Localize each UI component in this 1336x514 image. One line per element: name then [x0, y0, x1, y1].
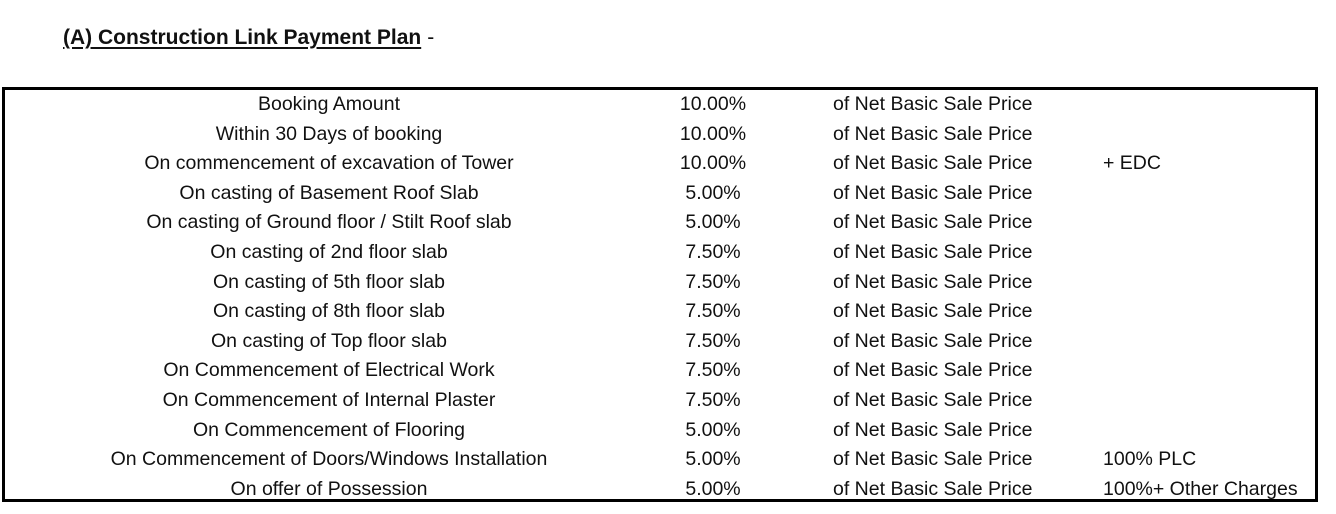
- basis-cell: of Net Basic Sale Price: [833, 418, 1033, 441]
- table-row: [5, 475, 1315, 505]
- stage-cell: On Commencement of Doors/Windows Installation: [110, 448, 548, 471]
- percent-cell: 10.00%: [679, 122, 747, 145]
- basis-cell: of Net Basic Sale Price: [833, 300, 1033, 323]
- stage-cell: Within 30 Days of booking: [215, 122, 443, 145]
- stage-cell: On casting of 8th floor slab: [213, 300, 445, 323]
- extra-charge-cell: 100% PLC: [1103, 448, 1197, 471]
- basis-cell: of Net Basic Sale Price: [833, 359, 1033, 382]
- heading-dash: -: [427, 26, 435, 49]
- table-row: [5, 445, 1315, 475]
- percent-cell: 7.50%: [685, 241, 741, 263]
- percent-cell: 5.00%: [685, 181, 741, 204]
- stage-cell: Booking Amount: [257, 93, 400, 115]
- stage-cell: On casting of 5th floor slab: [213, 270, 445, 293]
- basis-cell: of Net Basic Sale Price: [833, 181, 1033, 204]
- table-row: [5, 416, 1315, 446]
- percent-cell: 10.00%: [679, 152, 747, 175]
- payment-plan-table: [2, 87, 1318, 502]
- basis-cell: of Net Basic Sale Price: [833, 122, 1033, 145]
- table-row: [5, 149, 1315, 179]
- plan-title: (A) Construction Link Payment Plan: [63, 26, 422, 49]
- table-row: [5, 120, 1315, 150]
- stage-cell: On casting of 2nd floor slab: [210, 241, 448, 263]
- extra-charge-cell: + EDC: [1103, 152, 1161, 175]
- stage-cell: On Commencement of Flooring: [192, 418, 466, 441]
- stage-cell: On Commencement of Electrical Work: [163, 359, 495, 382]
- extra-charge-cell: 100%+ Other Charges: [1103, 477, 1298, 500]
- basis-cell: of Net Basic Sale Price: [833, 270, 1033, 293]
- percent-cell: 7.50%: [685, 270, 741, 293]
- table-row: [5, 90, 1315, 120]
- basis-cell: of Net Basic Sale Price: [833, 389, 1033, 411]
- page-heading: [63, 26, 434, 50]
- basis-cell: of Net Basic Sale Price: [833, 93, 1033, 115]
- percent-cell: 7.50%: [685, 359, 741, 382]
- table-row: [5, 356, 1315, 386]
- basis-cell: of Net Basic Sale Price: [833, 329, 1033, 352]
- basis-cell: of Net Basic Sale Price: [833, 448, 1033, 471]
- stage-cell: On commencement of excavation of Tower: [144, 152, 514, 175]
- percent-cell: 7.50%: [685, 389, 741, 411]
- percent-cell: 5.00%: [685, 477, 741, 500]
- basis-cell: of Net Basic Sale Price: [833, 152, 1033, 175]
- table-row: [5, 327, 1315, 357]
- percent-cell: 7.50%: [685, 329, 741, 352]
- stage-cell: On casting of Basement Roof Slab: [179, 181, 479, 204]
- percent-cell: 5.00%: [685, 448, 741, 471]
- basis-cell: of Net Basic Sale Price: [833, 477, 1033, 500]
- table-row: [5, 208, 1315, 238]
- stage-cell: On Commencement of Internal Plaster: [162, 389, 496, 411]
- table-row: [5, 179, 1315, 209]
- basis-cell: of Net Basic Sale Price: [833, 241, 1033, 263]
- stage-cell: On casting of Top floor slab: [211, 329, 447, 352]
- percent-cell: 5.00%: [685, 211, 741, 234]
- basis-cell: of Net Basic Sale Price: [833, 211, 1033, 234]
- stage-cell: On casting of Ground floor / Stilt Roof slab: [146, 211, 512, 234]
- table-row: [5, 386, 1315, 416]
- percent-cell: 5.00%: [685, 418, 741, 441]
- table-row: [5, 268, 1315, 298]
- percent-cell: 7.50%: [685, 300, 741, 323]
- table-row: [5, 238, 1315, 268]
- stage-cell: On offer of Possession: [230, 477, 428, 500]
- percent-cell: 10.00%: [679, 93, 747, 115]
- table-row: [5, 297, 1315, 327]
